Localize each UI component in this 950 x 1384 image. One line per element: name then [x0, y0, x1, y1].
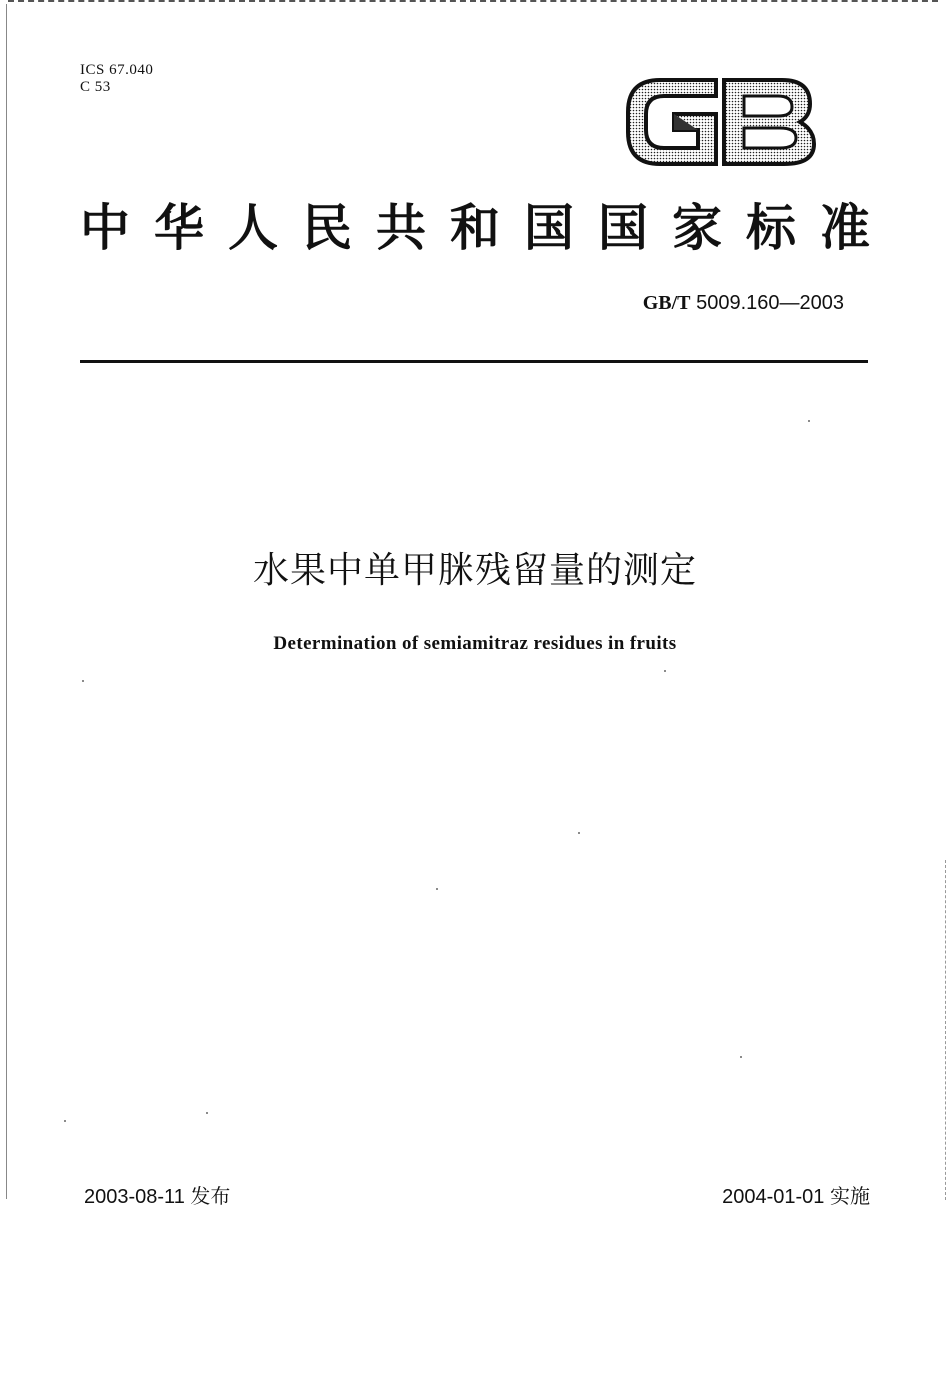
- issue-date: 2003-08-11: [84, 1186, 185, 1208]
- heading-char: 家: [672, 199, 722, 257]
- heading-char: 标: [746, 199, 796, 257]
- header-divider: [80, 360, 868, 363]
- scan-speck: [82, 680, 84, 682]
- chinese-title: 水果中单甲脒残留量的测定: [252, 550, 697, 591]
- issue-label: 发布: [190, 1186, 231, 1208]
- heading-char: 准: [820, 199, 870, 257]
- implementation-label: 实施: [830, 1186, 870, 1208]
- standard-prefix: GB/T: [642, 292, 691, 314]
- heading-char: 国: [524, 199, 574, 257]
- english-title: Determination of semiamitraz residues in fruits: [273, 633, 677, 654]
- issue-date-line: [84, 1180, 230, 1209]
- scan-speck: [808, 420, 810, 422]
- ics-code: ICS 67.040: [80, 62, 154, 78]
- heading-char: 国: [598, 199, 648, 257]
- heading-char: 华: [154, 199, 204, 257]
- heading-char: 共: [376, 199, 426, 257]
- implementation-date-line: [722, 1180, 870, 1209]
- implementation-date: 2004-01-01: [722, 1186, 825, 1208]
- heading-char: 民: [302, 199, 352, 257]
- ccs-code: C 53: [80, 79, 111, 95]
- gb-logo-text: GB: [620, 70, 622, 71]
- scan-speck: [740, 1056, 742, 1058]
- scan-speck: [664, 670, 666, 672]
- heading-char: 人: [228, 199, 278, 257]
- heading-char: 中: [80, 199, 130, 257]
- scan-left-edge: [6, 4, 7, 1199]
- scan-speck: [578, 832, 580, 834]
- standard-number: [643, 292, 844, 315]
- scan-speck: [436, 888, 438, 890]
- heading-char: 和: [450, 199, 500, 257]
- scan-speck: [64, 1120, 66, 1122]
- scan-right-edge: [945, 860, 946, 1200]
- national-standard-heading: [80, 196, 870, 260]
- standard-number-value: 5009.160—2003: [696, 292, 844, 314]
- scan-speck: [206, 1112, 208, 1114]
- scan-top-edge: [8, 0, 938, 2]
- gb-logo: [620, 70, 820, 172]
- classification-codes: [80, 62, 153, 96]
